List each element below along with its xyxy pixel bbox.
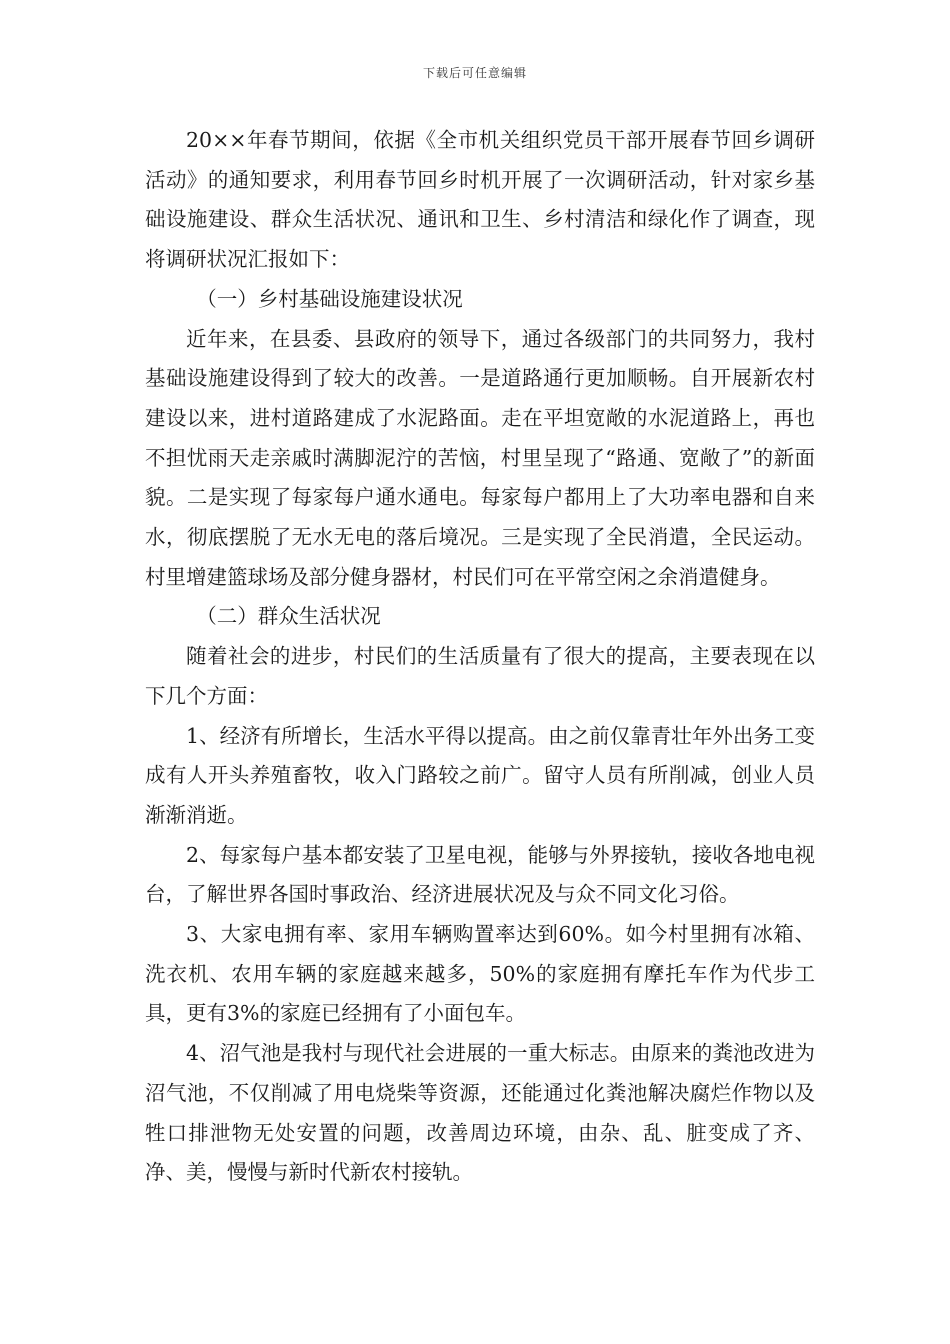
intro-paragraph: 20××年春节期间，依据《全市机关组织党员干部开展春节回乡调研活动》的通知要求，利用春节回乡时机开展了一次调研活动，针对家乡基础设施建设、群众生活状况、通讯和卫生、乡村清洁和绿化作了调查，现将调研状况汇报如下： — [145, 128, 815, 272]
living-intro-paragraph: 随着社会的进步，村民们的生活质量有了很大的提高，主要表现在以下几个方面： — [145, 644, 815, 708]
document-body — [145, 121, 815, 1193]
list-item: 3、大家电拥有率、家用车辆购置率达到60%。如今村里拥有冰箱、洗衣机、农用车辆的家庭越来越多，50%的家庭拥有摩托车作为代步工具，更有3%的家庭已经拥有了小面包车。 — [145, 922, 815, 1026]
section-heading-living: （二）群众生活状况 — [196, 604, 381, 629]
list-item: 4、沼气池是我村与现代社会进展的一重大标志。由原来的粪池改进为沼气池，不仅削减了用电烧柴等资源，还能通过化粪池解决腐烂作物以及牲口排泄物无处安置的问题，改善周边环境，由杂、乱、脏变成了齐、净、美，慢慢与新时代新农村接轨。 — [145, 1041, 815, 1185]
section-heading-infrastructure: （一）乡村基础设施建设状况 — [196, 286, 463, 311]
list-item: 2、每家每户基本都安装了卫星电视，能够与外界接轨，接收各地电视台，了解世界各国时事政治、经济进展状况及与众不同文化习俗。 — [145, 842, 815, 907]
infrastructure-paragraph: 近年来，在县委、县政府的领导下，通过各级部门的共同努力，我村基础设施建设得到了较大的改善。一是道路通行更加顺畅。自开展新农村建设以来，进村道路建成了水泥路面。走在平坦宽敞的水泥道路上，再也不担忧雨天走亲戚时满脚泥泞的苦恼，村里呈现了“路通、宽敞了”的新面貌。二是实现了每家每户通水通电。每家每户都用上了大功率电器和自来水，彻底摆脱了无水无电的落后境况。三是实现了全民消遣，全民运动。村里增建篮球场及部分健身器材，村民们可在平常空闲之余消遣健身。 — [145, 326, 815, 589]
header-note: 下载后可任意编辑 — [422, 66, 527, 80]
list-item: 1、经济有所增长，生活水平得以提高。由之前仅靠青壮年外出务工变成有人开头养殖畜牧，收入门路较之前广。留守人员有所削减，创业人员渐渐消逝。 — [145, 723, 815, 827]
